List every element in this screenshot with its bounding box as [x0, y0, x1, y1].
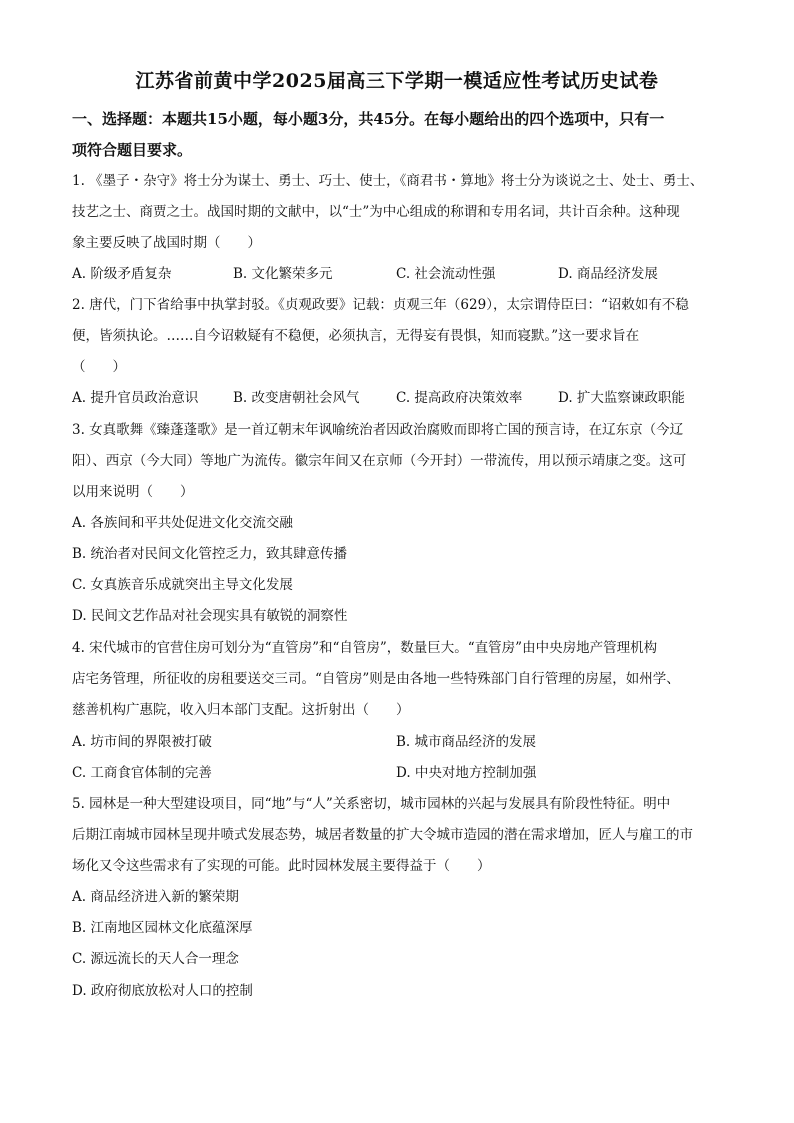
question-line: 4. 宋代城市的官营住房可划分为“直管房”和“自管房”，数量巨大。“直管房”由中央房地产管理机构 — [72, 640, 658, 656]
option-d[interactable]: D. 扩大监察谏政职能 — [558, 390, 685, 406]
question-line: 便，皆须执论。……自今诏敕疑有不稳便，必须执言，无得妄有畏惧，知而寝默。”这一要求旨在 — [72, 328, 640, 344]
question-4-options-row-1 — [72, 727, 734, 758]
question-1-stem — [72, 166, 734, 259]
question-2-stem — [72, 290, 734, 383]
option-b[interactable]: B. 改变唐朝社会风气 — [233, 390, 360, 406]
question-line: 慈善机构广惠院，收入归本部门支配。这折射出（ ） — [72, 702, 410, 718]
option-d[interactable]: D. 政府彻底放松对人口的控制 — [72, 983, 253, 999]
option-a[interactable]: A. 阶级矛盾复杂 — [72, 266, 172, 282]
page-title: 江苏省前黄中学2025届高三下学期一模适应性考试历史试卷 — [135, 70, 659, 92]
option-d[interactable]: D. 民间文艺作品对社会现实具有敏锐的洞察性 — [72, 608, 348, 624]
question-line: 3. 女真歌舞《臻蓬蓬歌》是一首辽朝末年讽喻统治者因政治腐败而即将亡国的预言诗，在辽东京（今辽 — [72, 422, 684, 438]
question-line: 以用来说明（ ） — [72, 484, 194, 500]
question-line: 后期江南城市园林呈现井喷式发展态势，城居者数量的扩大令城市造园的潜在需求增加，匠人与雇工的市 — [72, 827, 693, 843]
section-heading-line: 一、选择题：本题共15小题，每小题3分，共45分。在每小题给出的四个选项中，只有一 — [72, 110, 665, 128]
option-a[interactable]: A. 各族间和平共处促进文化交流交融 — [72, 515, 293, 531]
question-1-options — [72, 259, 734, 290]
option-a[interactable]: A. 提升官员政治意识 — [72, 390, 199, 406]
question-line: 技艺之士、商贾之士。战国时期的文献中，以“士”为中心组成的称谓和专用名词，共计百余种。这种现 — [72, 204, 680, 220]
option-c[interactable]: C. 提高政府决策效率 — [396, 390, 523, 406]
option-b[interactable]: B. 文化繁荣多元 — [233, 266, 333, 282]
question-line: 象主要反映了战国时期（ ） — [72, 235, 261, 251]
question-2-options — [72, 383, 734, 414]
question-line: 5. 园林是一种大型建设项目，同“地”与“人”关系密切，城市园林的兴起与发展具有阶段性特征。明中 — [72, 796, 671, 812]
question-line: 阳）、西京（今大同）等地广为流传。徽宗年间又在京师（今开封）一带流传，用以预示靖康之变。这可 — [72, 453, 687, 469]
option-c[interactable]: C. 女真族音乐成就突出主导文化发展 — [72, 577, 293, 593]
question-3-stem — [72, 415, 734, 508]
question-4-stem — [72, 633, 734, 726]
question-line: 1. 《墨子・杂守》将士分为谋士、勇士、巧士、使士，《商君书・算地》将士分为谈说之士、处士、勇士、 — [72, 173, 704, 189]
option-d[interactable]: D. 中央对地方控制加强 — [396, 765, 537, 781]
option-a[interactable]: A. 商品经济进入新的繁荣期 — [72, 889, 239, 905]
option-a[interactable]: A. 坊市间的界限被打破 — [72, 734, 212, 750]
question-line: 店宅务管理，所征收的房租要送交三司。“自管房”则是由各地一些特殊部门自行管理的房屋，如州学、 — [72, 671, 680, 687]
option-b[interactable]: B. 城市商品经济的发展 — [396, 734, 537, 750]
option-c[interactable]: C. 工商食官体制的完善 — [72, 765, 212, 781]
question-5-stem — [72, 789, 734, 882]
section-heading-line: 项符合题目要求。 — [72, 141, 193, 159]
option-c[interactable]: C. 源远流长的天人合一理念 — [72, 951, 239, 967]
section-heading — [72, 104, 732, 166]
option-d[interactable]: D. 商品经济发展 — [558, 266, 658, 282]
question-line: 场化又令这些需求有了实现的可能。此时园林发展主要得益于（ ） — [72, 858, 491, 874]
question-line: 2. 唐代，门下省给事中执掌封驳。《贞观政要》记载：贞观三年（629），太宗谓侍臣曰：“诏敕如有不稳 — [72, 297, 689, 313]
option-c[interactable]: C. 社会流动性强 — [396, 266, 496, 282]
option-b[interactable]: B. 统治者对民间文化管控乏力，致其肆意传播 — [72, 546, 348, 562]
question-4-options-row-2 — [72, 758, 734, 789]
option-b[interactable]: B. 江南地区园林文化底蕴深厚 — [72, 920, 253, 936]
question-line: （ ） — [72, 359, 126, 375]
